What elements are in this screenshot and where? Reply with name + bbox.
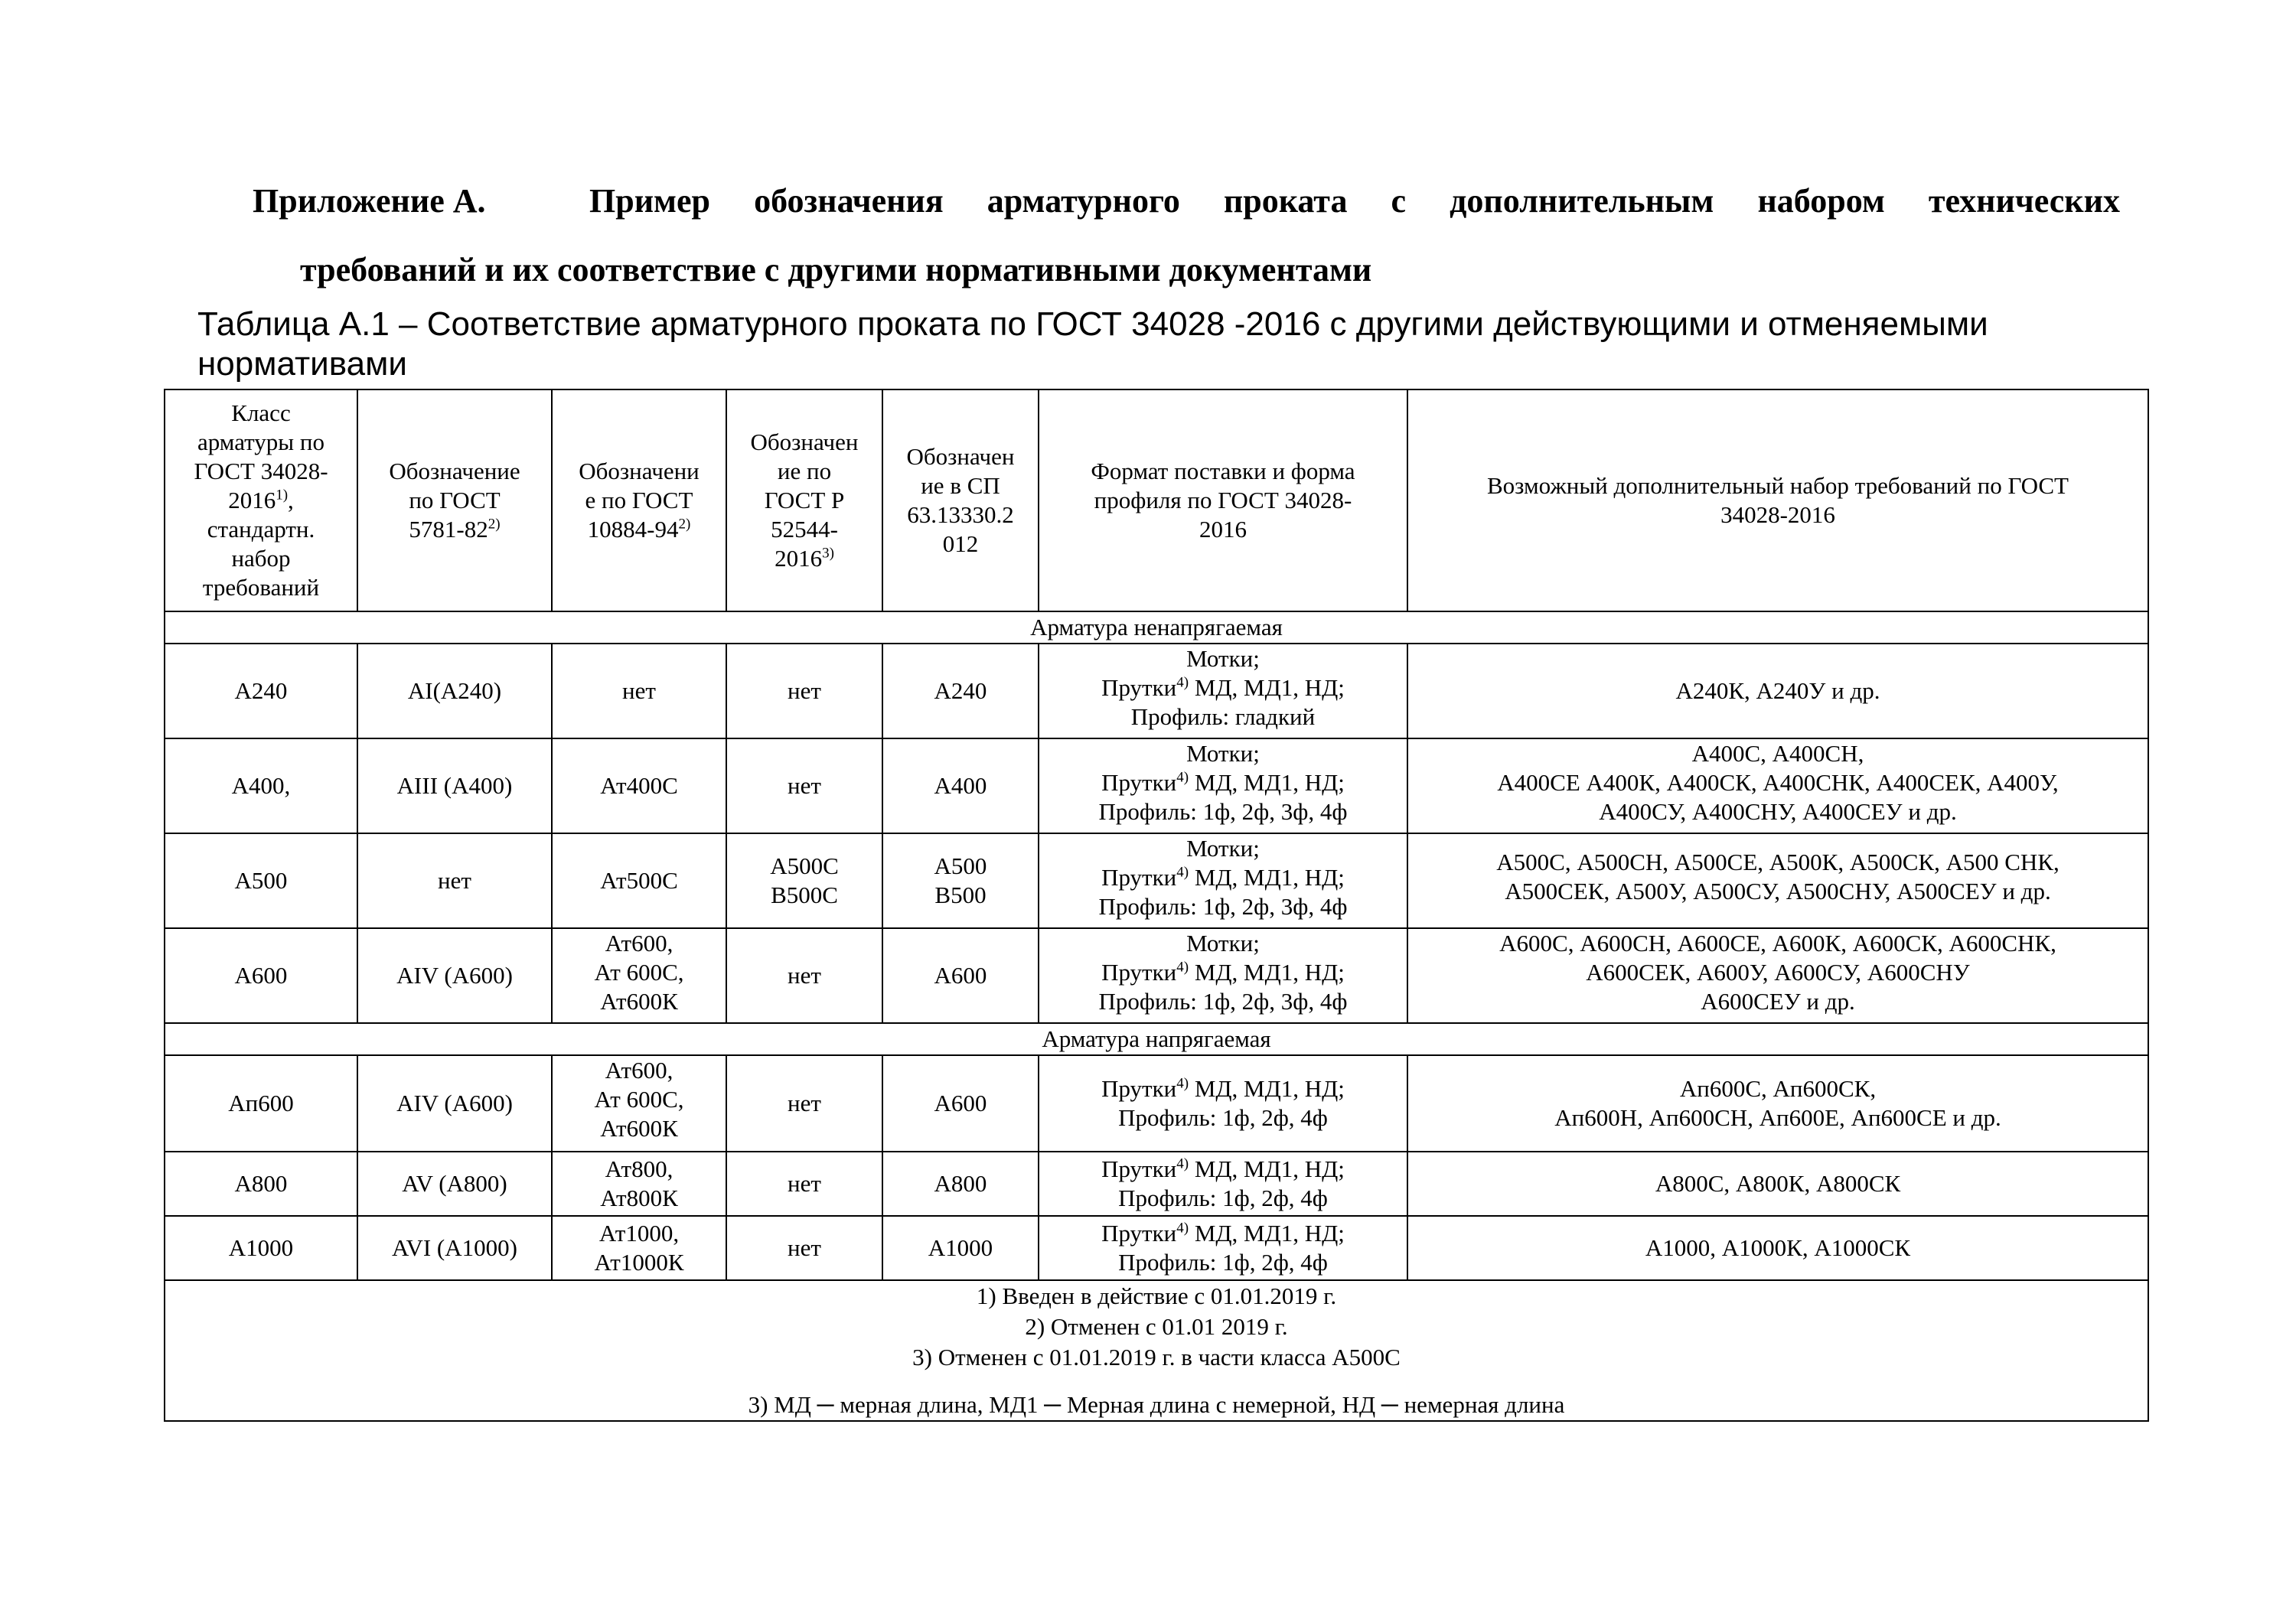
cell-extra: А500С, А500СН, А500СЕ, А500К, А500СК, А500 СНК, А500СЕК, А500У, А500СУ, А500СНУ, А500СЕУ и др. (1407, 833, 2148, 928)
cell-gost-r: нет (726, 1152, 882, 1216)
appendix-title-line-2: требований и их соответствие с другими нормативными документами (300, 251, 1372, 288)
header-row (165, 389, 2148, 611)
header-extra-requirements: Возможный дополнительный набор требований по ГОСТ 34028-2016 (1407, 389, 2148, 611)
cell-class: А240 (165, 644, 357, 738)
cell-format: Прутки$^{4)}$ МД, МД1, НД; Профиль: 1ф, 2ф, 4ф (1039, 1216, 1407, 1280)
table-caption: Таблица А.1 – Соответствие арматурного проката по ГОСТ 34028 -2016 с другими действующими и отменяемыми нормативами (197, 305, 1988, 383)
cell-gost-10884: Ат400С (552, 738, 726, 833)
cell-sp: А600 (882, 928, 1039, 1023)
table-row (165, 1216, 2148, 1280)
cell-gost-r: нет (726, 738, 882, 833)
cell-format: Мотки; Прутки$^{4)}$ МД, МД1, НД; Профиль: гладкий (1039, 644, 1407, 738)
cell-format: Мотки; Прутки$^{4)}$ МД, МД1, НД; Профиль: 1ф, 2ф, 3ф, 4ф (1039, 928, 1407, 1023)
cell-sp: А600 (882, 1055, 1039, 1152)
cell-format: Прутки$^{4)}$ МД, МД1, НД; Профиль: 1ф, 2ф, 4ф (1039, 1055, 1407, 1152)
table-row (165, 833, 2148, 928)
cell-gost-10884: нет (552, 644, 726, 738)
header-sp-63: Обозначен ие в СП 63.13330.2 012 (882, 389, 1039, 611)
cell-gost-5781: AIV (A600) (357, 1055, 552, 1152)
cell-format: Мотки; Прутки$^{4)}$ МД, МД1, НД; Профиль: 1ф, 2ф, 3ф, 4ф (1039, 833, 1407, 928)
appendix-title-line-1: Пример обозначения арматурного проката с дополнительным набором технических (589, 182, 2120, 220)
section-title: Арматура ненапрягаемая (165, 611, 2148, 644)
cell-gost-r: нет (726, 1216, 882, 1280)
footnote: 1) Введен в действие с 01.01.2019 г. (976, 1282, 1337, 1309)
cell-extra: А240К, А240У и др. (1407, 644, 2148, 738)
section-title: Арматура напрягаемая (165, 1023, 2148, 1055)
footnotes (165, 1280, 2148, 1421)
cell-gost-5781: AIV (A600) (357, 928, 552, 1023)
cell-gost-r: нет (726, 928, 882, 1023)
table-row (165, 1055, 2148, 1152)
cell-gost-5781: нет (357, 833, 552, 928)
cell-gost-10884: Ат500С (552, 833, 726, 928)
cell-gost-10884: Ат600, Ат 600С, Ат600К (552, 928, 726, 1023)
cell-gost-r: нет (726, 644, 882, 738)
table-row (165, 928, 2148, 1023)
header-gost-5781: Обозначение по ГОСТ 5781-82$^{2)}$ (357, 389, 552, 611)
footnote: 2) Отменен с 01.01 2019 г. (1025, 1313, 1288, 1340)
header-class: Класс арматуры по ГОСТ 34028- 2016$^{1)}$, стандартн. набор требований (165, 389, 357, 611)
header-gost-r-52544: Обозначен ие по ГОСТ Р 52544- 2016$^{3)}$ (726, 389, 882, 611)
cell-gost-r: А500С В500С (726, 833, 882, 928)
cell-sp: А1000 (882, 1216, 1039, 1280)
cell-extra: Ап600С, Ап600СК, Ап600Н, Ап600СН, Ап600Е, Ап600СЕ и др. (1407, 1055, 2148, 1152)
appendix-label: Приложение А. (253, 182, 486, 220)
cell-gost-10884: Ат600, Ат 600С, Ат600К (552, 1055, 726, 1152)
footnote: 3) Отменен с 01.01.2019 г. в части класса А500С (912, 1344, 1401, 1370)
cell-gost-5781: AV (A800) (357, 1152, 552, 1216)
notes-row (165, 1280, 2148, 1421)
appendix-heading (253, 167, 2120, 305)
cell-gost-5781: AI(A240) (357, 644, 552, 738)
cell-gost-5781: AIII (A400) (357, 738, 552, 833)
cell-gost-r: нет (726, 1055, 882, 1152)
section-row-prestressed (165, 1023, 2148, 1055)
cell-class: А1000 (165, 1216, 357, 1280)
table-row (165, 1152, 2148, 1216)
cell-class: А800 (165, 1152, 357, 1216)
header-gost-10884: Обозначени е по ГОСТ 10884-94$^{2)}$ (552, 389, 726, 611)
cell-extra: А400С, А400СН, А400СЕ А400К, А400СК, А400СНК, А400СЕК, А400У, А400СУ, А400СНУ, А400СЕУ и др. (1407, 738, 2148, 833)
cell-class: А600 (165, 928, 357, 1023)
cell-gost-5781: AVI (A1000) (357, 1216, 552, 1280)
table-row (165, 644, 2148, 738)
cell-class: А500 (165, 833, 357, 928)
section-row-non-prestressed (165, 611, 2148, 644)
correspondence-table (164, 389, 2149, 1422)
cell-sp: А400 (882, 738, 1039, 833)
cell-class: А400, (165, 738, 357, 833)
cell-gost-10884: Ат1000, Ат1000К (552, 1216, 726, 1280)
cell-gost-10884: Ат800, Ат800К (552, 1152, 726, 1216)
cell-sp: А240 (882, 644, 1039, 738)
cell-extra: А800С, А800К, А800СК (1407, 1152, 2148, 1216)
table-row (165, 738, 2148, 833)
cell-format: Прутки$^{4)}$ МД, МД1, НД; Профиль: 1ф, 2ф, 4ф (1039, 1152, 1407, 1216)
header-delivery-format: Формат поставки и форма профиля по ГОСТ 34028- 2016 (1039, 389, 1407, 611)
footnote: 3) МД ─ мерная длина, МД1 ─ Мерная длина с немерной, НД ─ немерная длина (748, 1391, 1565, 1418)
cell-format: Мотки; Прутки$^{4)}$ МД, МД1, НД; Профиль: 1ф, 2ф, 3ф, 4ф (1039, 738, 1407, 833)
cell-class: Ап600 (165, 1055, 357, 1152)
cell-extra: А600С, А600СН, А600СЕ, А600К, А600СК, А600СНК, А600СЕК, А600У, А600СУ, А600СНУ А600СЕУ и др. (1407, 928, 2148, 1023)
cell-sp: А500 В500 (882, 833, 1039, 928)
cell-sp: А800 (882, 1152, 1039, 1216)
cell-extra: А1000, А1000К, А1000СК (1407, 1216, 2148, 1280)
